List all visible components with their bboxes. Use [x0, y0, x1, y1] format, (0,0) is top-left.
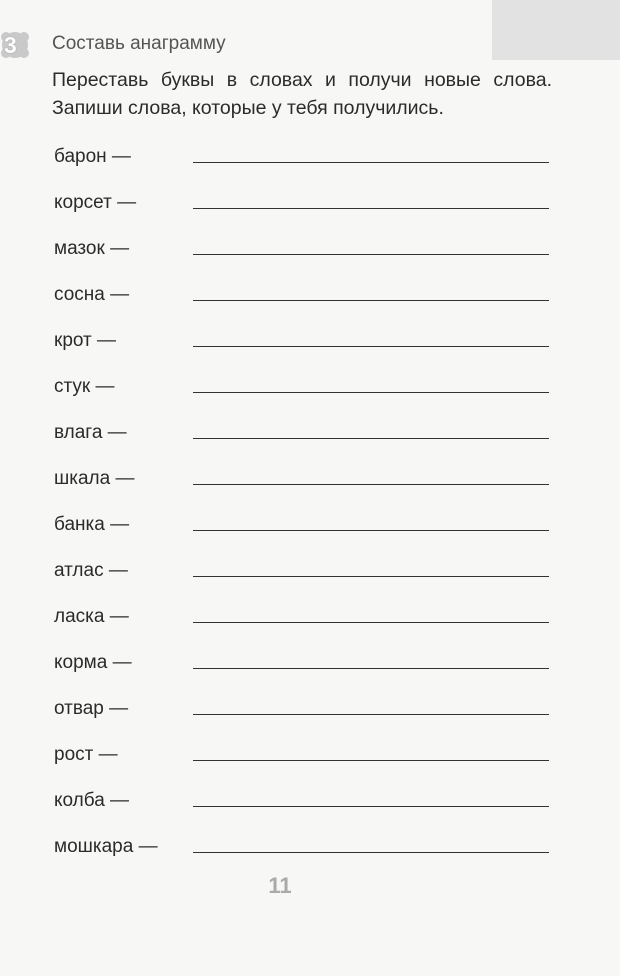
answer-line[interactable]	[193, 484, 549, 485]
source-word: рост —	[54, 744, 118, 765]
word-list	[0, 140, 620, 876]
source-word: колба —	[54, 790, 130, 811]
answer-line[interactable]	[193, 438, 549, 439]
answer-line[interactable]	[193, 806, 549, 807]
word-row	[0, 324, 620, 370]
task-header	[0, 30, 500, 60]
answer-line[interactable]	[193, 760, 549, 761]
answer-line[interactable]	[193, 852, 549, 853]
answer-line[interactable]	[193, 162, 549, 163]
word-row	[0, 554, 620, 600]
word-row	[0, 140, 620, 186]
source-word: влага —	[54, 422, 127, 443]
source-word: атлас —	[54, 560, 128, 581]
source-word: шкала —	[54, 468, 135, 489]
answer-line[interactable]	[193, 346, 549, 347]
source-word: ласка —	[54, 606, 129, 627]
source-word: крот —	[54, 330, 117, 351]
corner-shade	[492, 0, 620, 60]
word-row	[0, 370, 620, 416]
word-row	[0, 784, 620, 830]
source-word: банка —	[54, 514, 130, 535]
answer-line[interactable]	[193, 208, 549, 209]
answer-line[interactable]	[193, 254, 549, 255]
task-number: 3	[4, 32, 17, 58]
word-row	[0, 738, 620, 784]
word-row	[0, 232, 620, 278]
source-word: отвар —	[54, 698, 129, 719]
answer-line[interactable]	[193, 300, 549, 301]
word-row	[0, 278, 620, 324]
word-row	[0, 692, 620, 738]
word-row	[0, 646, 620, 692]
source-word: мошкара —	[54, 836, 158, 857]
answer-line[interactable]	[193, 576, 549, 577]
word-row	[0, 508, 620, 554]
answer-line[interactable]	[193, 622, 549, 623]
source-word: мазок —	[54, 238, 130, 259]
answer-line[interactable]	[193, 668, 549, 669]
word-row	[0, 416, 620, 462]
instruction-text: Переставь буквы в словах и получи новые слова. Запиши слова, которые у тебя получились.	[52, 69, 552, 119]
source-word: сосна —	[54, 284, 130, 305]
word-row	[0, 600, 620, 646]
word-row	[0, 186, 620, 232]
source-word: стук —	[54, 376, 115, 397]
source-word: корма —	[54, 652, 132, 673]
answer-line[interactable]	[193, 530, 549, 531]
source-word: барон —	[54, 146, 131, 167]
word-row	[0, 830, 620, 876]
word-row	[0, 462, 620, 508]
page-number: 11	[268, 873, 292, 898]
answer-line[interactable]	[193, 714, 549, 715]
task-title: Составь анаграмму	[52, 33, 226, 54]
source-word: корсет —	[54, 192, 137, 213]
answer-line[interactable]	[193, 392, 549, 393]
